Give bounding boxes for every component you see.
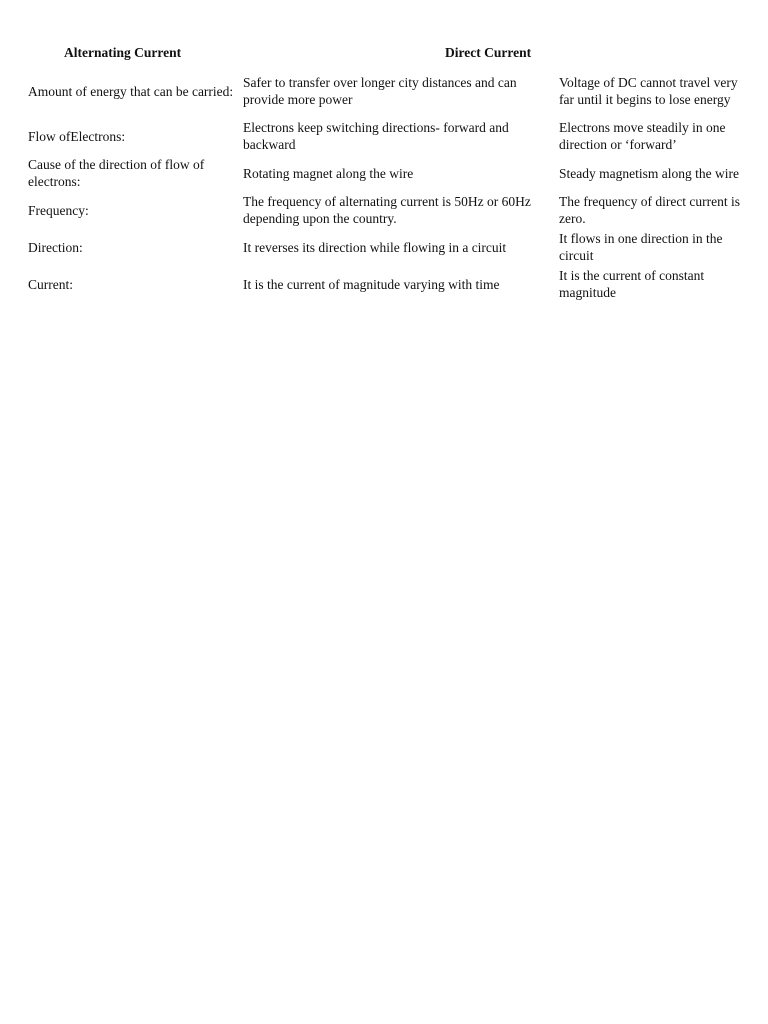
- dc-cell: It is the current of constant magnitude: [559, 268, 705, 300]
- ac-cell: The frequency of alternating current is 50Hz or 60Hz depending upon the country.: [243, 194, 531, 226]
- ac-cell: Electrons keep switching directions- forward and backward: [243, 120, 509, 152]
- dc-cell: Electrons move steadily in one direction or ‘forward’: [559, 120, 726, 152]
- ac-cell: It is the current of magnitude varying with time: [243, 276, 500, 292]
- row-label: Flow ofElectrons:: [28, 128, 126, 144]
- row-label: Cause of the direction of flow of electrons:: [28, 157, 205, 189]
- table-row-energy: [0, 64, 768, 118]
- table-row-current: [0, 266, 768, 302]
- row-label: Direction:: [28, 239, 83, 255]
- table-row-frequency: [0, 192, 768, 228]
- dc-cell: It flows in one direction in the circuit: [559, 231, 723, 263]
- ac-cell: Rotating magnet along the wire: [243, 165, 414, 181]
- ac-cell: It reverses its direction while flowing in a circuit: [243, 239, 507, 255]
- table-row-flow: [0, 118, 768, 154]
- row-label: Current:: [28, 276, 73, 292]
- ac-cell: Safer to transfer over longer city distances and can provide more power: [243, 75, 517, 107]
- dc-cell: Steady magnetism along the wire: [559, 165, 739, 181]
- row-label: Frequency:: [28, 202, 89, 218]
- table-row-cause: [0, 155, 768, 191]
- row-label: Amount of energy that can be carried:: [28, 83, 234, 99]
- table-row-direction: [0, 229, 768, 265]
- header-alternating-current: Alternating Current: [64, 45, 182, 60]
- header-direct-current: Direct Current: [445, 45, 532, 60]
- dc-cell: The frequency of direct current is zero.: [559, 194, 741, 226]
- dc-cell: Voltage of DC cannot travel very far until it begins to lose energy: [559, 75, 738, 107]
